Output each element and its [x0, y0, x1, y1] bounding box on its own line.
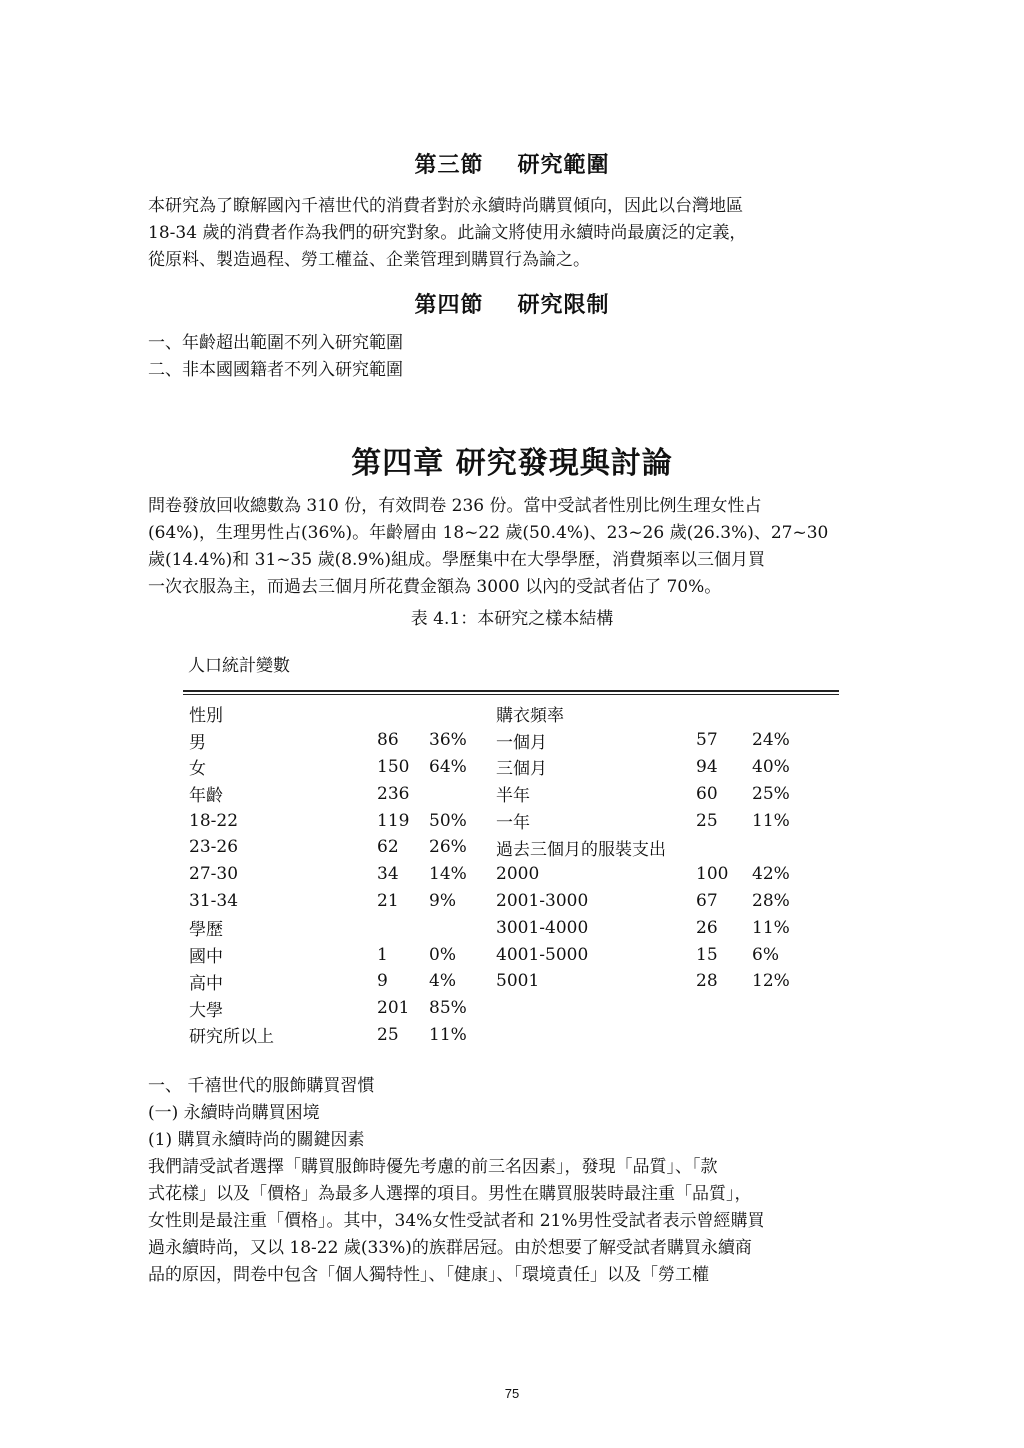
table-label: 人口統計變數	[188, 656, 290, 676]
paragraph-line: (64%)，生理男性占(36%)。年齡層由 18~22 歲(50.4%)、23~26 歲(26.3%)、27~30	[148, 523, 829, 543]
table-cell: 26	[696, 917, 718, 938]
table-cell: 42%	[752, 864, 790, 885]
paragraph-line: 18-34 歲的消費者作為我們的研究對象。此論文將使用永續時尚最廣泛的定義，	[148, 223, 747, 243]
section-3-number: 第三節	[414, 152, 484, 178]
table-cell: 女	[189, 759, 206, 780]
table-cell: 57	[696, 730, 718, 751]
table-cell	[423, 700, 490, 727]
table-cell: 購衣頻率	[496, 705, 564, 726]
table-cell: 36%	[429, 730, 467, 751]
list-item: 一、年齡超出範圍不列入研究範圍	[148, 333, 403, 353]
table-cell: 86	[377, 730, 399, 751]
table-cell	[423, 780, 490, 807]
chapter-4-title: 第四章 研究發現與討論	[351, 446, 673, 481]
table-cell: 28	[696, 971, 718, 992]
section-4-list	[148, 330, 888, 384]
table-top-rule-thin	[183, 694, 839, 695]
table-row	[183, 700, 806, 727]
table-row	[183, 727, 806, 754]
paragraph-line: 式花樣」以及「價格」為最多人選擇的項目。男性在購買服裝時最注重「品質」，	[148, 1184, 752, 1204]
section-3-paragraph	[148, 193, 888, 274]
subsection-heading-3: (1) 購買永續時尚的關鍵因素	[148, 1130, 365, 1150]
table-cell: 15	[696, 944, 718, 965]
table-cell: 24%	[752, 730, 790, 751]
section-3-title: 研究範圍	[517, 152, 610, 178]
table-cell: 9	[377, 971, 388, 992]
table-cell: 25	[696, 810, 718, 831]
table-cell: 高中	[189, 973, 223, 994]
table-cell	[371, 914, 423, 941]
table-cell: 94	[696, 756, 718, 777]
table-cell	[690, 995, 746, 1022]
table-cell	[746, 1022, 806, 1049]
table-cell: 半年	[496, 786, 530, 807]
table-cell: 11%	[752, 917, 790, 938]
table-cell	[746, 995, 806, 1022]
table-row	[183, 968, 806, 995]
table-cell: 大學	[189, 1000, 223, 1021]
table-row	[183, 888, 806, 915]
table-cell: 1	[377, 944, 388, 965]
table-cell: 119	[377, 810, 410, 831]
table-cell	[490, 995, 690, 1022]
table-cell	[746, 834, 806, 861]
table-row	[183, 807, 806, 834]
table-caption: 表 4.1：本研究之樣本結構	[410, 609, 614, 629]
table-cell: 100	[696, 864, 729, 885]
table-cell: 21	[377, 890, 399, 911]
paragraph-line: 一次衣服為主，而過去三個月所花費金額為 3000 以內的受試者佔了 70%。	[148, 577, 722, 597]
table-cell: 國中	[189, 947, 223, 968]
table-cell: 學歷	[189, 920, 223, 941]
table-cell: 64%	[429, 756, 467, 777]
section-4-heading	[0, 288, 1024, 319]
table-cell: 9%	[429, 890, 456, 911]
table-row	[183, 754, 806, 781]
table-cell	[371, 700, 423, 727]
table-cell: 18-22	[189, 810, 239, 831]
table-cell: 25	[377, 1024, 399, 1045]
page-number: 75	[504, 1386, 520, 1401]
table-cell: 25%	[752, 783, 790, 804]
chapter-4-intro	[148, 493, 888, 601]
table-row	[183, 861, 806, 888]
table-cell: 0%	[429, 944, 456, 965]
table-cell: 62	[377, 837, 399, 858]
table-cell: 60	[696, 783, 718, 804]
table-cell: 27-30	[189, 864, 239, 885]
sample-structure-table	[183, 700, 806, 1048]
table-row	[183, 914, 806, 941]
table-cell: 男	[189, 732, 206, 753]
table-cell	[690, 700, 746, 727]
table-row	[183, 834, 806, 861]
table-cell: 85%	[429, 998, 467, 1019]
section-4-number: 第四節	[414, 292, 484, 318]
table-cell: 3001-4000	[496, 917, 589, 938]
table-cell: 2001-3000	[496, 890, 589, 911]
table-cell: 2000	[496, 864, 540, 885]
table-cell: 201	[377, 998, 410, 1019]
table-cell: 6%	[752, 944, 779, 965]
table-row	[183, 780, 806, 807]
subsection	[148, 1073, 888, 1289]
table-cell: 150	[377, 756, 410, 777]
table-cell: 31-34	[189, 890, 239, 911]
paragraph-line: 問卷發放回收總數為 310 份，有效問卷 236 份。當中受試者性別比例生理女性占	[148, 496, 762, 516]
paragraph-line: 本研究為了瞭解國內千禧世代的消費者對於永續時尚購買傾向，因此以台灣地區	[148, 196, 743, 216]
table-cell: 5001	[496, 971, 540, 992]
table-cell	[690, 834, 746, 861]
table-cell: 一年	[496, 813, 530, 834]
table-cell: 一個月	[496, 732, 547, 753]
table-cell: 40%	[752, 756, 790, 777]
table-cell	[423, 914, 490, 941]
table-cell: 4%	[429, 971, 456, 992]
paragraph-line: 歲(14.4%)和 31~35 歲(8.9%)組成。學歷集中在大學學歷，消費頻率以三個月買	[148, 550, 766, 570]
table-cell: 11%	[752, 810, 790, 831]
table-cell: 26%	[429, 837, 467, 858]
table-cell: 23-26	[189, 837, 239, 858]
table-cell: 28%	[752, 890, 790, 911]
paragraph-line: 過永續時尚，又以 18-22 歲(33%)的族群居冠。由於想要了解受試者購買永續商	[148, 1238, 752, 1258]
subsection-heading-1: 一、 千禧世代的服飾購買習慣	[148, 1076, 375, 1096]
table-cell	[746, 700, 806, 727]
paragraph-line: 品的原因，問卷中包含「個人獨特性」、「健康」、「環境責任」以及「勞工權	[148, 1265, 709, 1285]
section-4-title: 研究限制	[517, 292, 610, 318]
table-cell: 67	[696, 890, 718, 911]
paragraph-line: 女性則是最注重「價格」。其中，34%女性受試者和 21%男性受試者表示曾經購買	[148, 1211, 765, 1231]
subsection-heading-2: (一) 永續時尚購買困境	[148, 1103, 320, 1123]
table-cell: 年齡	[189, 786, 223, 807]
table-cell: 236	[377, 783, 410, 804]
table-cell: 研究所以上	[189, 1027, 274, 1048]
list-item: 二、非本國國籍者不列入研究範圍	[148, 360, 403, 380]
table-cell: 11%	[429, 1024, 467, 1045]
table-cell	[490, 1022, 690, 1049]
section-3-heading	[0, 148, 1024, 179]
table-row	[183, 995, 806, 1022]
table-cell	[690, 1022, 746, 1049]
table-cell: 12%	[752, 971, 790, 992]
table-cell: 14%	[429, 864, 467, 885]
paragraph-line: 從原料、製造過程、勞工權益、企業管理到購買行為論之。	[148, 250, 590, 270]
paragraph-line: 我們請受試者選擇「購買服飾時優先考慮的前三名因素」，發現「品質」、「款	[148, 1157, 718, 1177]
table-row	[183, 1022, 806, 1049]
table-cell: 三個月	[496, 759, 547, 780]
table-row	[183, 941, 806, 968]
table-top-rule	[183, 690, 839, 692]
table-cell: 性別	[189, 705, 223, 726]
table-cell: 34	[377, 864, 399, 885]
table-cell: 過去三個月的服裝支出	[496, 839, 666, 860]
table-cell: 50%	[429, 810, 467, 831]
table-cell: 4001-5000	[496, 944, 589, 965]
